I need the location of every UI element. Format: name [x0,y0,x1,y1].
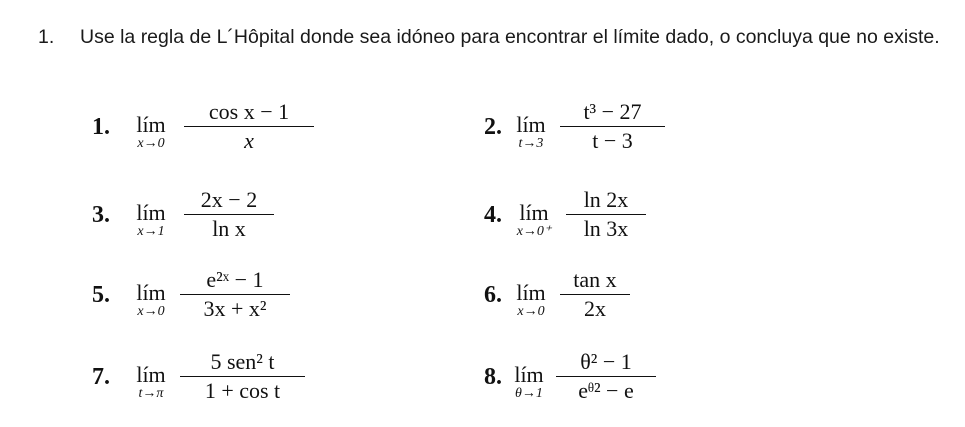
denominator: ln x [212,216,246,241]
limit-operator [130,114,172,152]
fraction [566,188,646,241]
limit-subscript: t→π [138,386,164,401]
denominator: ln 3x [583,216,629,241]
fraction-bar [560,294,630,295]
denominator: eᶿ² − e [578,378,634,403]
fraction-bar [566,214,646,215]
fraction-bar [184,126,314,127]
numerator: cos x − 1 [208,99,290,124]
fraction-bar [560,126,665,127]
limit-operator [510,282,552,320]
lim-word: lím [136,112,166,137]
numerator: θ² − 1 [580,349,632,374]
limit-operator [508,364,550,402]
numerator: 5 sen² t [210,349,275,374]
denominator: 2x [584,296,606,321]
limit-operator [130,202,172,240]
limit-subscript: x→0⁺ [516,224,552,239]
denominator: 1 + cos t [204,378,281,403]
limit-subscript: x→0 [137,136,165,151]
limit-subscript: x→0 [137,304,165,319]
fraction [184,100,314,153]
fraction-bar [180,376,305,377]
fraction [556,350,656,403]
fraction-bar [180,294,290,295]
fraction [560,268,630,321]
problem-number: 6. [484,282,502,308]
fraction [180,268,290,321]
problem-number: 3. [92,202,110,228]
problem-number: 7. [92,364,110,390]
fraction [560,100,665,153]
problem-number: 4. [484,202,502,228]
instruction-text: Use la regla de L´Hôpital donde sea idóneo para encontrar el límite dado, o concluya que no existe. [80,26,940,48]
denominator: 3x + x² [203,296,267,321]
lim-word: lím [519,200,549,225]
lim-word: lím [516,112,546,137]
instruction-number: 1. [38,26,55,48]
problem-number: 2. [484,114,502,140]
denominator: x [244,128,254,153]
limit-operator [510,114,552,152]
fraction [180,350,305,403]
lim-word: lím [136,200,166,225]
fraction [184,188,274,241]
numerator: tan x [573,267,617,292]
lim-word: lím [516,280,546,305]
numerator: e²ˣ − 1 [206,267,264,292]
limit-operator [130,282,172,320]
limit-subscript: t→3 [518,136,544,151]
limit-subscript: θ→1 [515,386,543,401]
lim-word: lím [136,280,166,305]
problem-number: 8. [484,364,502,390]
lim-word: lím [136,362,166,387]
numerator: 2x − 2 [200,187,258,212]
problem-number: 1. [92,114,110,140]
numerator: ln 2x [583,187,629,212]
numerator: t³ − 27 [583,99,642,124]
fraction-bar [184,214,274,215]
limit-operator [130,364,172,402]
limit-subscript: x→1 [137,224,165,239]
denominator: t − 3 [592,128,633,153]
limit-operator [508,202,560,240]
fraction-bar [556,376,656,377]
limit-subscript: x→0 [517,304,545,319]
problem-number: 5. [92,282,110,308]
lim-word: lím [514,362,544,387]
